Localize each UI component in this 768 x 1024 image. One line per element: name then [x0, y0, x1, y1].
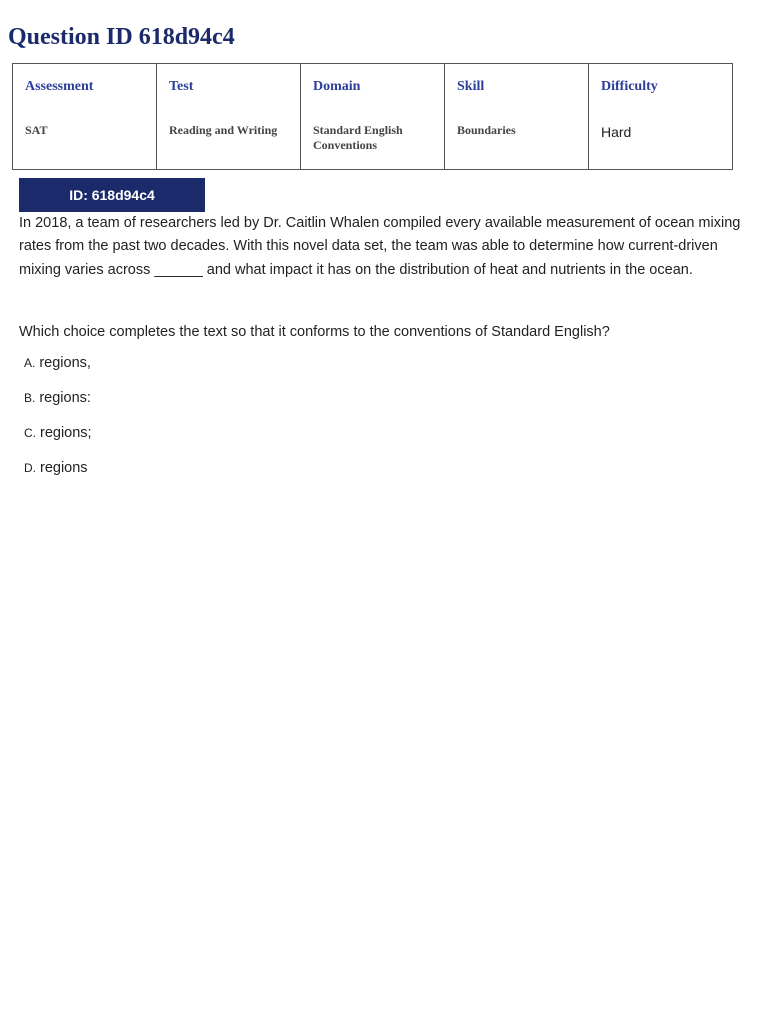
passage-text: In 2018, a team of researchers led by Dr. Caitlin Whalen compiled every available measurement of ocean mixing rates from the past two decades. With this novel data set, the team was able to determine how current-driven mixing varies across ______ and what impact it has on the distribution of heat and nutrients in the ocean. — [19, 215, 741, 278]
skill-value: Boundaries — [457, 123, 516, 137]
page-title: Question ID 618d94c4 — [8, 24, 235, 50]
choice-letter: B. — [24, 391, 36, 405]
choice-letter: D. — [24, 461, 36, 475]
skill-header: Skill — [457, 79, 485, 94]
domain-value: Standard English Conventions — [313, 123, 403, 152]
test-cell — [157, 64, 301, 170]
table-row — [13, 64, 733, 170]
domain-header: Domain — [313, 79, 361, 94]
question-metadata-table — [12, 63, 733, 170]
assessment-value: SAT — [25, 123, 48, 137]
choice-letter: A. — [24, 356, 36, 370]
choice-text: regions, — [39, 355, 91, 371]
assessment-header: Assessment — [25, 79, 94, 94]
test-value: Reading and Writing — [169, 123, 278, 137]
question-prompt: Which choice completes the text so that it conforms to the conventions of Standard English? — [19, 324, 610, 340]
choice-b[interactable] — [24, 387, 92, 422]
test-header: Test — [169, 79, 194, 94]
question-id-badge: ID: 618d94c4 — [19, 178, 205, 212]
choice-text: regions; — [40, 425, 92, 441]
difficulty-value: Hard — [601, 124, 632, 140]
choice-d[interactable] — [24, 457, 92, 492]
assessment-cell — [13, 64, 157, 170]
skill-cell — [445, 64, 589, 170]
domain-cell — [301, 64, 445, 170]
difficulty-header: Difficulty — [601, 79, 658, 94]
choice-a[interactable] — [24, 352, 92, 387]
choice-letter: C. — [24, 426, 36, 440]
answer-choices — [24, 352, 92, 492]
choice-text: regions — [40, 460, 88, 476]
difficulty-cell — [589, 64, 733, 170]
choice-text: regions: — [39, 390, 91, 406]
choice-c[interactable] — [24, 422, 92, 457]
